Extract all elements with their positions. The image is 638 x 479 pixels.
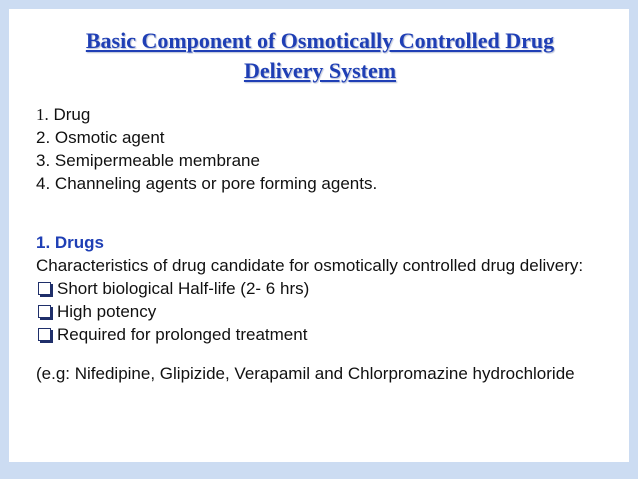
component-label: Drug bbox=[48, 105, 91, 124]
slide-title-line-1: Basic Component of Osmotically Controlled Drug bbox=[85, 28, 555, 53]
slide-title-line-2: Delivery System bbox=[243, 58, 397, 83]
drugs-section bbox=[36, 231, 616, 385]
component-item bbox=[36, 172, 377, 195]
checkbox-bullet-icon bbox=[38, 328, 51, 341]
component-list bbox=[36, 103, 377, 195]
component-item bbox=[36, 126, 377, 149]
component-number: 2. bbox=[36, 128, 51, 147]
component-item bbox=[36, 149, 377, 172]
characteristics-list bbox=[36, 277, 616, 346]
list-item bbox=[36, 277, 616, 300]
example-text: (e.g: Nifedipine, Glipizide, Verapamil and Chlorpromazine hydrochloride bbox=[36, 364, 575, 383]
section-intro: Characteristics of drug candidate for osmotically controlled drug delivery: bbox=[36, 256, 584, 275]
component-item bbox=[36, 103, 377, 126]
list-item-text: Short biological Half-life (2- 6 hrs) bbox=[57, 279, 310, 298]
list-item-text: High potency bbox=[57, 302, 157, 321]
checkbox-bullet-icon bbox=[38, 282, 51, 295]
list-item bbox=[36, 300, 616, 323]
bottom-frame-strip bbox=[9, 462, 629, 470]
component-number: 3. bbox=[36, 151, 51, 170]
list-item-text: Required for prolonged treatment bbox=[57, 325, 308, 344]
component-label: Osmotic agent bbox=[50, 128, 165, 147]
component-number: 4. bbox=[36, 174, 51, 193]
component-label: Channeling agents or pore forming agents. bbox=[50, 174, 378, 193]
list-item bbox=[36, 323, 616, 346]
component-label: Semipermeable membrane bbox=[50, 151, 260, 170]
checkbox-bullet-icon bbox=[38, 305, 51, 318]
slide-title bbox=[40, 26, 600, 86]
component-number: 1. bbox=[36, 105, 49, 124]
section-heading: 1. Drugs bbox=[36, 233, 105, 252]
